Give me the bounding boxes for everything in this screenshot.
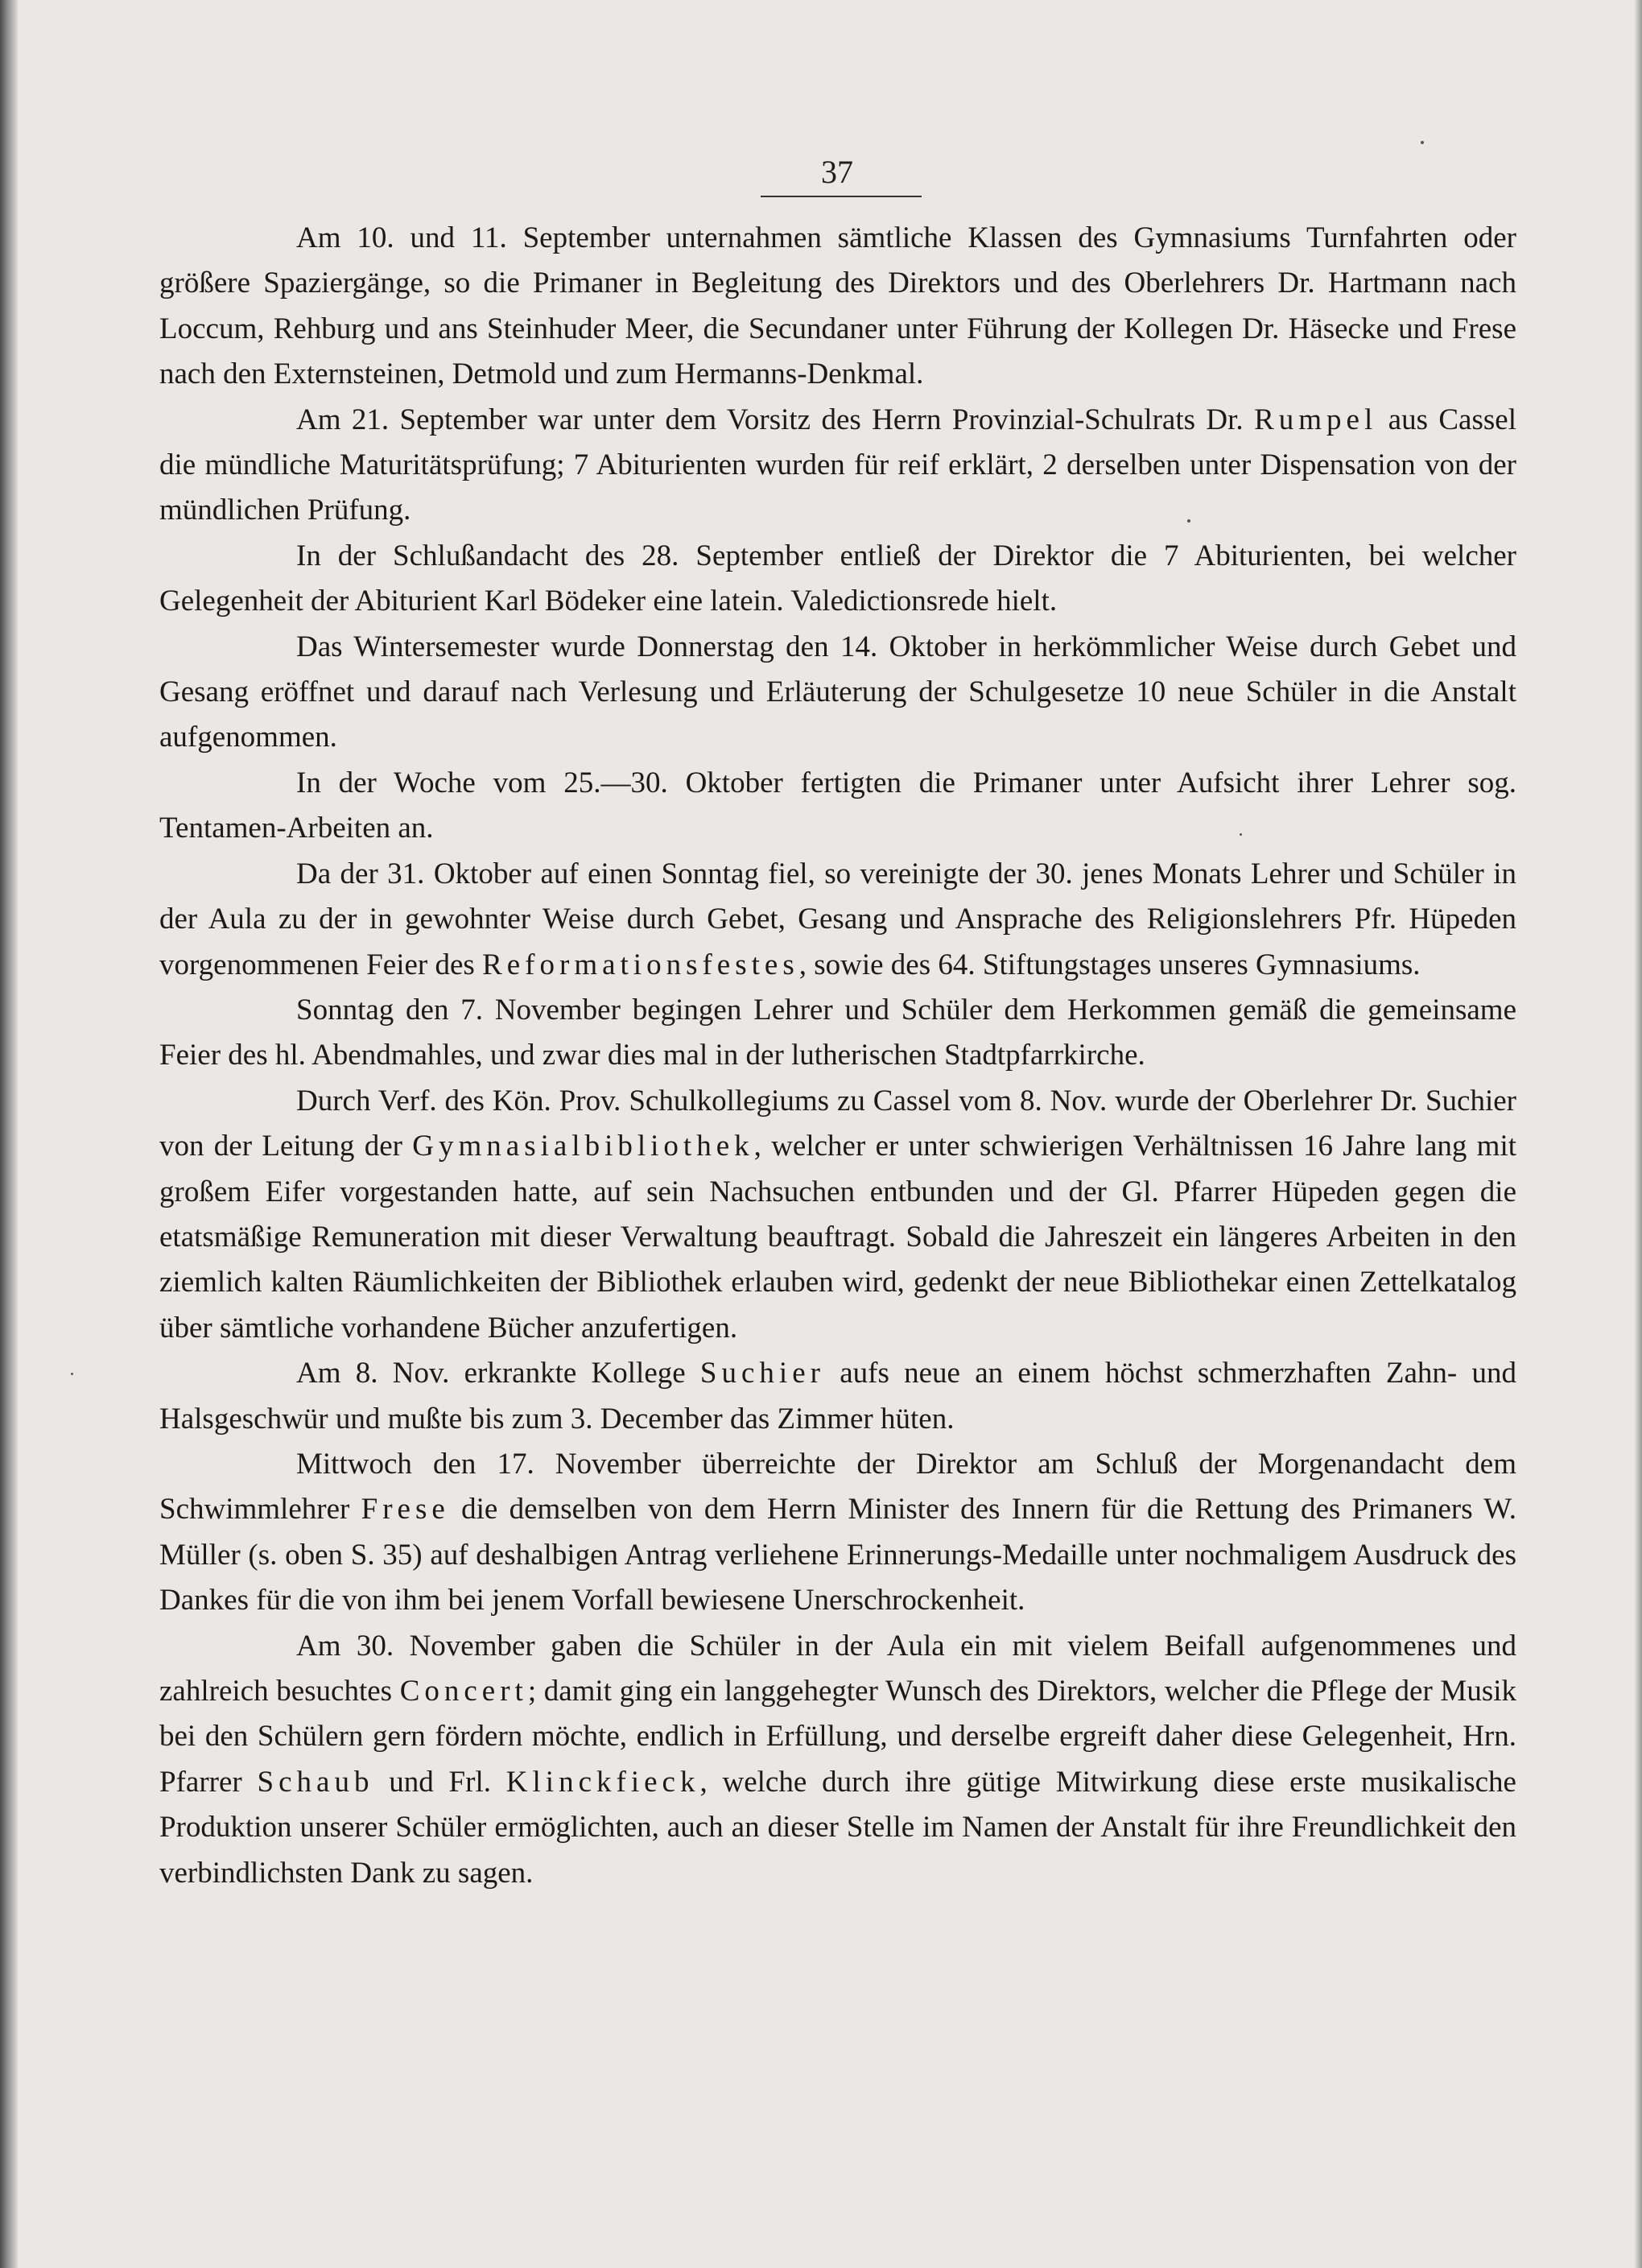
paragraph-maturity-exam bbox=[159, 398, 1516, 534]
paragraph-text: Das Wintersemester wurde Donnerstag den 14. Oktober in herkömmlicher Weise durch Gebet und Gesang eröffnet und darauf nach Verlesung und Erläuterung der Schulgesetze 10 neue Schüler in die Anstalt aufgenommen. bbox=[159, 630, 1516, 754]
page-number-rule bbox=[761, 196, 922, 197]
paragraph-text: die demselben von dem Herrn Minister des Innern für die Rettung des Primaners W. Müller (s. oben S. 35) auf deshalbigen Antrag verliehene Erinnerungs-Medaille unter nochmaligem Ausdruck des Dankes für die von ihm bei jenem Vorfall bewiesene Unerschrockenheit. bbox=[159, 1493, 1517, 1617]
paragraph-text: Durch Verf. des Kön. Prov. Schulkollegiums zu Cassel vom 8. Nov. wurde der Oberlehrer Dr. Suchier von der Leitung der bbox=[159, 1084, 1516, 1163]
paragraph-text: Am 10. und 11. September unternahmen sämtliche Klassen des Gymnasiums Turnfahrten oder größere Spaziergänge, so die Primaner in Begleitung des Direktors und des Oberlehrers Dr. Hartmann nach Loccum, Rehburg und ans Steinhuder Meer, die Secundaner unter Führung der Kollegen Dr. Häsecke und Frese nach den Externsteinen, Detmold und zum Hermanns-Denkmal. bbox=[159, 221, 1516, 391]
spaced-term: Reformationsfestes bbox=[482, 948, 799, 981]
paragraph-text: , sowie des 64. Stiftungstages unseres Gymnasiums. bbox=[798, 948, 1421, 981]
paragraph-text: Am 8. Nov. erkrankte Kollege bbox=[296, 1357, 700, 1390]
paragraph-reformation bbox=[159, 852, 1516, 988]
paragraph-medal bbox=[159, 1442, 1516, 1624]
paragraph-text: , welche durch ihre gütige Mitwirkung diese erste musikalische Produktion unserer Schüler ermöglichten, auch an dieser Stelle im Namen der Anstalt für ihre Freundlichkeit den verbindlichsten Dank zu sagen. bbox=[159, 1765, 1516, 1890]
paragraph-text: , welcher er unter schwierigen Verhältnissen 16 Jahre lang mit großem Eifer vorgestanden hatte, auf sein Nachsuchen entbunden und der Gl. Pfarrer Hüpeden gegen die etatsmäßige Remuneration mit dieser Verwaltung beauftragt. Sobald die Jahreszeit ein längeres Arbeiten in den ziemlich kalten Räumlichkeiten der Bibliothek erlauben wird, gedenkt der neue Bibliothekar einen Zettelkatalog über sämtliche vorhandene Bücher anzufertigen. bbox=[159, 1130, 1517, 1345]
paragraph-concert bbox=[159, 1624, 1516, 1896]
paragraph-excursions bbox=[159, 216, 1516, 398]
paragraph-communion bbox=[159, 988, 1516, 1079]
page-edge-shadow bbox=[1634, 0, 1642, 2268]
paragraph-text: Sonntag den 7. November begingen Lehrer und Schüler dem Herkommen gemäß die gemeinsame Feier des hl. Abendmahles, und zwar dies mal in der lutherischen Stadtpfarrkirche. bbox=[159, 993, 1516, 1072]
paragraph-tentamen bbox=[159, 761, 1516, 852]
paragraph-text: Mittwoch den 17. November überreichte der Direktor am Schluß der Morgenandacht dem Schwimmlehrer bbox=[159, 1447, 1516, 1526]
paragraph-text: Am 21. September war unter dem Vorsitz des Herrn Provinzial-Schulrats Dr. bbox=[296, 403, 1255, 436]
body-text bbox=[159, 216, 1516, 1896]
paragraph-text: aus Cassel die mündliche Maturitätsprüfung; 7 Abiturienten wurden für reif erklärt, 2 derselben unter Dispensation von der mündlichen Prüfung. bbox=[159, 403, 1516, 527]
paper-speck bbox=[71, 1373, 73, 1375]
paper-speck bbox=[1187, 519, 1190, 523]
spaced-name: Klinckfieck bbox=[505, 1765, 700, 1799]
paragraph-winter-semester bbox=[159, 625, 1516, 761]
paragraph-closing-service bbox=[159, 534, 1516, 625]
paragraph-text: In der Schlußandacht des 28. September entließ der Direktor die 7 Abiturienten, bei welcher Gelegenheit der Abiturient Karl Bödeker eine latein. Valedictionsrede hielt. bbox=[159, 539, 1516, 618]
paragraph-text: Am 30. November gaben die Schüler in der Aula ein mit vielem Beifall aufgenommenes und zahlreich besuchtes bbox=[159, 1629, 1516, 1708]
spaced-term: Concert bbox=[399, 1675, 528, 1708]
paragraph-text: aufs neue an einem höchst schmerzhaften Zahn- und Halsgeschwür und mußte bis zum 3. December das Zimmer hüten. bbox=[159, 1357, 1516, 1436]
paper-speck bbox=[1240, 833, 1242, 836]
page-binding-shadow bbox=[0, 0, 18, 2268]
page-number: 37 bbox=[821, 154, 853, 190]
paragraph-text: und Frl. bbox=[373, 1765, 506, 1799]
spaced-name: Frese bbox=[361, 1493, 450, 1526]
spaced-name: Suchier bbox=[699, 1357, 825, 1390]
paragraph-text: Da der 31. Oktober auf einen Sonntag fiel, so vereinigte der 30. jenes Monats Lehrer und Schüler in der Aula zu der in gewohnter Weise durch Gebet, Gesang und Ansprache des Religionslehrers Pfr. Hüpeden vorgenommenen Feier des bbox=[159, 857, 1516, 981]
spaced-term: Gymnasialbibliothek bbox=[412, 1130, 754, 1163]
paper-speck bbox=[1421, 141, 1424, 144]
paragraph-text: ; damit ging ein langgehegter Wunsch des Direktors, welcher die Pflege der Musik bei den Schülern gern fördern möchte, endlich in Erfüllung, und derselbe ergreift daher diese Gelegenheit, Hrn. Pfarrer bbox=[159, 1675, 1517, 1799]
spaced-name: Schaub bbox=[257, 1765, 374, 1799]
spaced-name: Rumpel bbox=[1254, 403, 1378, 436]
paragraph-text: In der Woche vom 25.—30. Oktober fertigten die Primaner unter Aufsicht ihrer Lehrer sog. Tentamen-Arbeiten an. bbox=[159, 766, 1516, 845]
paragraph-library bbox=[159, 1079, 1516, 1351]
paragraph-illness bbox=[159, 1351, 1516, 1442]
